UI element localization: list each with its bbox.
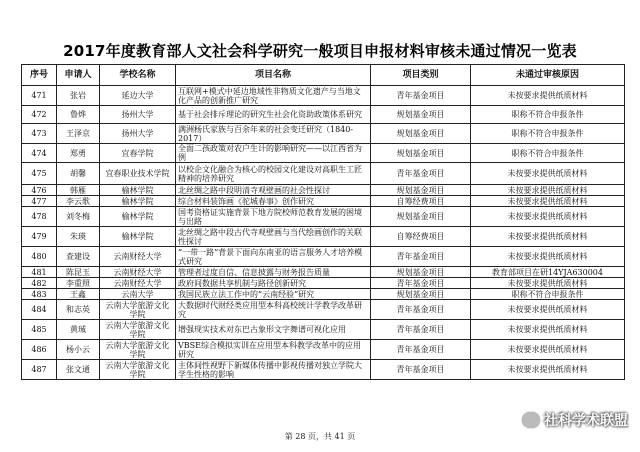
cell-applicant: 查建设 [57, 247, 100, 267]
cell-category: 青年基金项目 [371, 278, 471, 289]
cell-category: 自筹经费项目 [371, 227, 471, 247]
cell-school: 宜春职业技术学院 [100, 163, 176, 185]
cell-project: “一带一路”背景下面向东南亚的语言服务人才培养模式研究 [176, 247, 371, 267]
cell-school: 榆林学院 [100, 227, 176, 247]
watermark-text: 社科学术联盟 [544, 413, 628, 429]
cell-no: 486 [22, 340, 57, 360]
cell-no: 477 [22, 196, 57, 207]
table-row [22, 278, 625, 289]
table-header-row [22, 65, 625, 86]
cell-no: 483 [22, 289, 57, 300]
table-row [22, 144, 625, 163]
cell-project: 全面二孩政策对农户生计的影响研究——以江西省为例 [176, 144, 371, 163]
header-applicant: 申请人 [57, 65, 100, 86]
cell-applicant: 王鑫 [57, 289, 100, 300]
cell-category: 规划基金项目 [371, 289, 471, 300]
cell-reason: 职称不符合申报条件 [471, 289, 625, 300]
cell-school: 云南大学 [100, 289, 176, 300]
cell-applicant: 杨小云 [57, 340, 100, 360]
table-row [22, 340, 625, 360]
cell-applicant: 郑勇 [57, 144, 100, 163]
cell-reason: 未按要求提供纸质材料 [471, 207, 625, 227]
cell-reason: 未按要求提供纸质材料 [471, 320, 625, 340]
cell-category: 规划基金项目 [371, 124, 471, 144]
cell-applicant: 黄珹 [57, 320, 100, 340]
cell-category: 青年基金项目 [371, 163, 471, 185]
cell-school: 延边大学 [100, 86, 176, 106]
cell-applicant: 朱瑛 [57, 227, 100, 247]
table-row [22, 106, 625, 124]
cell-applicant: 李云歌 [57, 196, 100, 207]
cell-no: 478 [22, 207, 57, 227]
cell-project: 互联网+模式中延边地域性非物质文化遗产与当地文化产品的创新推广研究 [176, 86, 371, 106]
header-project: 项目名称 [176, 65, 371, 86]
cell-no: 481 [22, 267, 57, 278]
table-row [22, 300, 625, 320]
cell-reason: 未按要求提供纸质材料 [471, 163, 625, 185]
cell-project: 以校企文化融合为核心的校园文化建设对高职生工匠精神的培养研究 [176, 163, 371, 185]
cell-category: 青年基金项目 [371, 247, 471, 267]
cell-project: 综合材料装饰画《驼城春事》创作研究 [176, 196, 371, 207]
cell-project: 主体间性视野下新媒体传播中影视传播对独立学院大学生性格的影响 [176, 360, 371, 380]
cell-project: 增强现实技术对东巴古象形文字舞谱可视化应用 [176, 320, 371, 340]
table-row [22, 360, 625, 380]
cell-category: 自筹经费项目 [371, 196, 471, 207]
cell-school: 云南财经大学 [100, 278, 176, 289]
page-title: 2017年度教育部人文社会科学研究一般项目申报材料审核未通过情况一览表 [63, 42, 577, 60]
cell-no: 485 [22, 320, 57, 340]
table-row [22, 185, 625, 196]
cell-category: 规划基金项目 [371, 207, 471, 227]
cell-project: 政府间数据共享机制与路径创新研究 [176, 278, 371, 289]
cell-category: 青年基金项目 [371, 320, 471, 340]
cell-reason: 未按要求提供纸质材料 [471, 86, 625, 106]
table-body [22, 86, 625, 380]
cell-no: 474 [22, 144, 57, 163]
table-row [22, 207, 625, 227]
cell-no: 480 [22, 247, 57, 267]
cell-reason: 职称不符合申报条件 [471, 144, 625, 163]
cell-reason: 未按要求提供纸质材料 [471, 196, 625, 207]
table-row [22, 196, 625, 207]
cell-school: 榆林学院 [100, 185, 176, 196]
cell-applicant: 胡馨 [57, 163, 100, 185]
cell-project: 满洲杨氏家族与百余年来的社会变迁研究（1840-2017） [176, 124, 371, 144]
cell-no: 472 [22, 106, 57, 124]
cell-project: 大数据时代财经类应用型本科高校统计学教学改革研究 [176, 300, 371, 320]
table-row [22, 86, 625, 106]
cell-reason: 职称不符合申报条件 [471, 106, 625, 124]
cell-project: 北丝绸之路中段明清寺观壁画的社会性探讨 [176, 185, 371, 196]
cell-category: 规划基金项目 [371, 106, 471, 124]
cell-applicant: 和志英 [57, 300, 100, 320]
table-row [22, 320, 625, 340]
table-row [22, 267, 625, 278]
cell-no: 482 [22, 278, 57, 289]
review-table [21, 64, 625, 380]
header-no: 序号 [22, 65, 57, 86]
table-row [22, 124, 625, 144]
cell-applicant: 王泽京 [57, 124, 100, 144]
cell-category: 规划基金项目 [371, 185, 471, 196]
cell-category: 规划基金项目 [371, 267, 471, 278]
cell-project: 北丝绸之路中段古代寺观壁画与当代绘画创作的关联性探讨 [176, 227, 371, 247]
cell-no: 487 [22, 360, 57, 380]
cell-category: 青年基金项目 [371, 86, 471, 106]
cell-applicant: 韩雁 [57, 185, 100, 196]
cell-reason: 未按要求提供纸质材料 [471, 185, 625, 196]
cell-category: 青年基金项目 [371, 300, 471, 320]
cell-category: 青年基金项目 [371, 340, 471, 360]
cell-school: 云南大学旅游文化学院 [100, 340, 176, 360]
cell-reason: 未按要求提供纸质材料 [471, 300, 625, 320]
cell-reason: 未按要求提供纸质材料 [471, 247, 625, 267]
cell-no: 471 [22, 86, 57, 106]
cell-reason: 未按要求提供纸质材料 [471, 278, 625, 289]
cell-reason: 职称不符合申报条件 [471, 124, 625, 144]
cell-project: 管理者过度自信、信息披露与财务报告质量 [176, 267, 371, 278]
cell-applicant: 张岩 [57, 86, 100, 106]
cell-school: 云南财经大学 [100, 267, 176, 278]
header-reason: 未通过审核原因 [471, 65, 625, 86]
cell-applicant: 李重照 [57, 278, 100, 289]
cell-school: 榆林学院 [100, 207, 176, 227]
header-category: 项目类别 [371, 65, 471, 86]
header-school: 学校名称 [100, 65, 176, 86]
cell-reason: 未按要求提供纸质材料 [471, 340, 625, 360]
cell-applicant: 张文通 [57, 360, 100, 380]
cell-school: 云南大学旅游文化学院 [100, 320, 176, 340]
cell-no: 479 [22, 227, 57, 247]
cell-project: 国考资格证实施背景下地方院校师范教育发展的困境与出路 [176, 207, 371, 227]
cell-school: 榆林学院 [100, 196, 176, 207]
cell-applicant: 刘冬梅 [57, 207, 100, 227]
cell-no: 476 [22, 185, 57, 196]
cell-reason: 未按要求提供纸质材料 [471, 227, 625, 247]
cell-no: 484 [22, 300, 57, 320]
cell-no: 475 [22, 163, 57, 185]
cell-applicant: 陈昆玉 [57, 267, 100, 278]
cell-no: 473 [22, 124, 57, 144]
cell-school: 云南大学旅游文化学院 [100, 360, 176, 380]
cell-school: 云南大学旅游文化学院 [100, 300, 176, 320]
table-row [22, 163, 625, 185]
cell-school: 扬州大学 [100, 124, 176, 144]
table-row [22, 247, 625, 267]
cell-category: 规划基金项目 [371, 144, 471, 163]
page-footer: 第 28 页，共 41 页 [284, 432, 356, 441]
table-row [22, 227, 625, 247]
cell-school: 云南财经大学 [100, 247, 176, 267]
wechat-icon [522, 412, 540, 428]
cell-project: 基于社会排斥理论的研究生社会化资助政策体系研究 [176, 106, 371, 124]
cell-reason: 未按要求提供纸质材料 [471, 360, 625, 380]
cell-reason: 教育部项目在研14YJA630004 [471, 267, 625, 278]
watermark [522, 410, 628, 430]
cell-project: 我国民族立法工作中的“云南经验”研究 [176, 289, 371, 300]
cell-project: VBSE综合模拟实训在应用型本科教学改革中的应用研究 [176, 340, 371, 360]
cell-category: 青年基金项目 [371, 360, 471, 380]
cell-applicant: 鲁烨 [57, 106, 100, 124]
cell-school: 扬州大学 [100, 106, 176, 124]
cell-school: 宜春学院 [100, 144, 176, 163]
table-row [22, 289, 625, 300]
